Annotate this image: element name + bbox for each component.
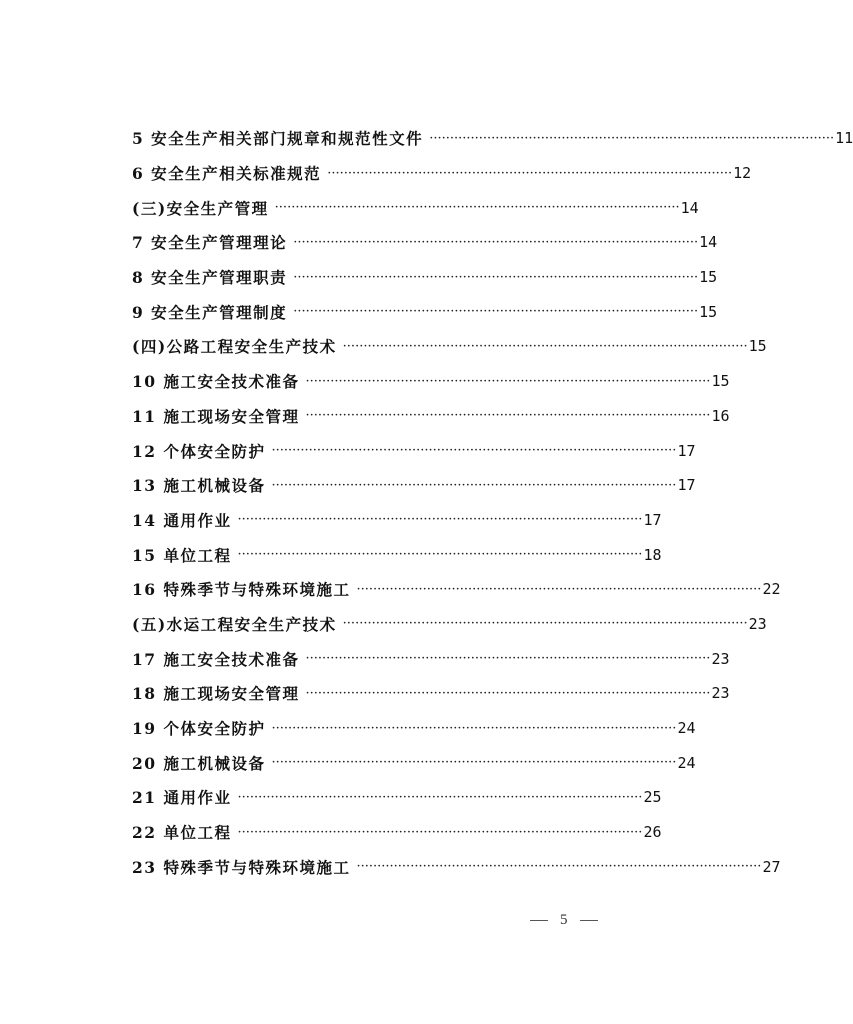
toc-entry-page: 23 [711, 649, 730, 668]
toc-entry-title: 7 安全生产管理理论 [132, 233, 288, 253]
toc-leader-dots: ·································································································· [237, 824, 643, 840]
toc-entry-page: 25 [643, 788, 662, 807]
toc-entry[interactable] [132, 641, 730, 676]
toc-entry[interactable] [132, 260, 718, 295]
toc-entry[interactable] [132, 294, 718, 329]
toc-leader-dots: ·································································································· [293, 234, 699, 250]
toc-entry[interactable] [132, 849, 781, 884]
toc-entry-title: 15 单位工程 [132, 545, 232, 565]
toc-entry-page: 27 [762, 857, 781, 876]
toc-entry-title: 11 施工现场安全管理 [132, 406, 300, 426]
toc-leader-dots: ·································································································· [327, 165, 733, 181]
toc-entry-title: 18 施工现场安全管理 [132, 684, 300, 704]
toc-entry-page: 12 [733, 164, 752, 183]
toc-entry-page: 11 [835, 129, 853, 148]
toc-entry-title: (四)公路工程安全生产技术 [132, 337, 337, 357]
page-footer [530, 912, 650, 929]
toc-entry-page: 17 [643, 510, 662, 529]
toc-leader-dots: ·································································································· [274, 200, 680, 216]
toc-entry[interactable] [132, 780, 662, 815]
toc-entry-title: 14 通用作业 [132, 510, 232, 530]
toc-entry-page: 23 [748, 614, 767, 633]
toc-entry[interactable] [132, 745, 696, 780]
table-of-contents [132, 121, 853, 884]
toc-entry-page: 15 [711, 372, 730, 391]
toc-leader-dots: ·································································································· [293, 304, 699, 320]
toc-entry[interactable] [132, 676, 730, 711]
toc-entry-title: 16 特殊季节与特殊环境施工 [132, 580, 351, 600]
toc-entry-title: 5 安全生产相关部门规章和规范性文件 [132, 129, 424, 149]
toc-leader-dots: ·································································································· [305, 373, 711, 389]
toc-entry-title: 8 安全生产管理职责 [132, 268, 288, 288]
toc-entry[interactable] [132, 537, 662, 572]
toc-leader-dots: ·································································································· [429, 130, 835, 146]
toc-leader-dots: ·································································································· [237, 512, 643, 528]
toc-leader-dots: ·································································································· [356, 859, 762, 875]
toc-entry[interactable] [132, 503, 662, 538]
toc-entry[interactable] [132, 468, 696, 503]
footer-dash-right [580, 920, 598, 921]
toc-entry-title: 20 施工机械设备 [132, 753, 266, 773]
toc-entry-title: 22 单位工程 [132, 823, 232, 843]
toc-leader-dots: ·································································································· [305, 408, 711, 424]
toc-leader-dots: ·································································································· [342, 616, 748, 632]
toc-leader-dots: ·································································································· [237, 789, 643, 805]
toc-entry-page: 14 [699, 233, 718, 252]
toc-entry[interactable] [132, 815, 662, 850]
toc-entry-page: 15 [748, 337, 767, 356]
toc-entry-page: 15 [699, 268, 718, 287]
toc-entry-title: (三)安全生产管理 [132, 198, 269, 218]
toc-entry-page: 14 [680, 198, 699, 217]
toc-entry[interactable] [132, 364, 730, 399]
toc-entry-page: 23 [711, 684, 730, 703]
toc-leader-dots: ·································································································· [271, 443, 677, 459]
toc-entry-page: 17 [677, 441, 696, 460]
toc-entry-page: 22 [762, 580, 781, 599]
toc-entry[interactable] [132, 711, 696, 746]
toc-entry-title: 10 施工安全技术准备 [132, 372, 300, 392]
toc-entry-title: 9 安全生产管理制度 [132, 302, 288, 322]
toc-entry[interactable] [132, 433, 696, 468]
toc-leader-dots: ·································································································· [293, 269, 699, 285]
toc-entry[interactable] [132, 329, 767, 364]
toc-entry[interactable] [132, 190, 699, 225]
toc-leader-dots: ·································································································· [356, 581, 762, 597]
toc-leader-dots: ·································································································· [237, 547, 643, 563]
toc-entry[interactable] [132, 156, 752, 191]
toc-entry-page: 17 [677, 476, 696, 495]
toc-entry-title: 12 个体安全防护 [132, 441, 266, 461]
toc-entry-title: 17 施工安全技术准备 [132, 649, 300, 669]
footer-dash-left [530, 920, 548, 921]
toc-leader-dots: ·································································································· [305, 685, 711, 701]
page-number: 5 [560, 912, 568, 928]
toc-entry-title: (五)水运工程安全生产技术 [132, 614, 337, 634]
toc-entry[interactable] [132, 225, 718, 260]
toc-leader-dots: ·································································································· [271, 477, 677, 493]
toc-leader-dots: ·································································································· [271, 720, 677, 736]
toc-entry-page: 24 [677, 753, 696, 772]
toc-entry-page: 16 [711, 406, 730, 425]
toc-entry-page: 18 [643, 545, 662, 564]
toc-leader-dots: ·································································································· [342, 338, 748, 354]
toc-leader-dots: ·································································································· [271, 755, 677, 771]
toc-entry[interactable] [132, 121, 853, 156]
toc-entry-title: 19 个体安全防护 [132, 719, 266, 739]
toc-entry[interactable] [132, 399, 730, 434]
toc-entry[interactable] [132, 572, 781, 607]
toc-entry-title: 23 特殊季节与特殊环境施工 [132, 857, 351, 877]
toc-entry-title: 21 通用作业 [132, 788, 232, 808]
toc-leader-dots: ·································································································· [305, 651, 711, 667]
toc-entry-title: 13 施工机械设备 [132, 476, 266, 496]
toc-entry-title: 6 安全生产相关标准规范 [132, 164, 322, 184]
toc-entry-page: 15 [699, 302, 718, 321]
toc-entry-page: 24 [677, 719, 696, 738]
toc-entry[interactable] [132, 607, 767, 642]
toc-entry-page: 26 [643, 823, 662, 842]
